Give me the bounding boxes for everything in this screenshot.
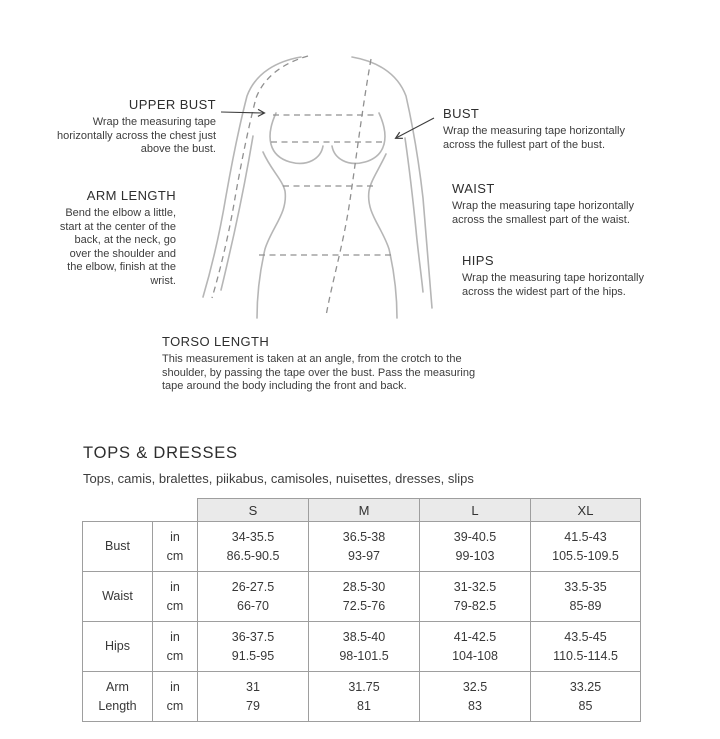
value-in: 31.75 — [348, 679, 380, 694]
table-row-bust — [83, 522, 641, 572]
unit-cm: cm — [166, 648, 184, 663]
size-chart-table — [82, 498, 641, 722]
value-cm: 79-82.5 — [453, 598, 497, 613]
waist-label — [452, 181, 652, 227]
value-cell — [309, 572, 420, 622]
value-cm: 72.5-76 — [342, 598, 386, 613]
size-chart-title: TOPS & DRESSES — [83, 444, 238, 462]
value-cm: 91.5-95 — [231, 648, 275, 663]
value-in: 38.5-40 — [342, 629, 386, 644]
size-header-row — [83, 499, 641, 522]
unit-in: in — [170, 529, 180, 544]
value-cell — [420, 672, 531, 722]
value-in: 41.5-43 — [564, 529, 607, 544]
value-cell — [198, 572, 309, 622]
value-in: 36-37.5 — [231, 629, 275, 644]
torso-length-line — [326, 59, 371, 316]
value-cell — [531, 522, 641, 572]
waist-desc: Wrap the measuring tape horizontally across the smallest part of the waist. — [452, 200, 635, 226]
value-cm: 104-108 — [452, 648, 498, 663]
value-cell — [420, 522, 531, 572]
unit-cell — [153, 572, 198, 622]
size-col-l: L — [420, 499, 531, 522]
value-cell — [198, 622, 309, 672]
bust-label — [443, 106, 643, 152]
upper-bust-desc: Wrap the measuring tape horizontally across the chest just above the bust. — [57, 116, 216, 155]
hips-title: HIPS — [462, 253, 494, 268]
row-label: Waist — [83, 572, 153, 622]
value-cm: 110.5-114.5 — [553, 648, 618, 663]
arm-length-label — [54, 188, 176, 288]
hips-desc: Wrap the measuring tape horizontally across the widest part of the hips. — [462, 272, 645, 298]
arm-length-line — [212, 56, 308, 298]
arm-length-desc: Bend the elbow a little, start at the center of the back, at the neck, go over the shoulder and the elbow, finish at the wrist. — [59, 207, 176, 287]
value-in: 32.5 — [462, 679, 488, 694]
value-cell — [198, 672, 309, 722]
measuring-lines — [212, 56, 393, 316]
upper-bust-label — [56, 97, 216, 157]
arm-length-title: ARM LENGTH — [86, 188, 176, 203]
value-cm: 83 — [468, 698, 482, 713]
value-in: 34-35.5 — [231, 529, 275, 544]
bust-arrow — [396, 118, 434, 138]
value-cm: 79 — [246, 698, 260, 713]
value-cell — [531, 622, 641, 672]
value-in: 28.5-30 — [342, 579, 386, 594]
table-row-hips — [83, 622, 641, 672]
row-label: Arm Length — [83, 672, 153, 722]
value-in: 43.5-45 — [564, 629, 607, 644]
table-row-arm-length — [83, 672, 641, 722]
unit-in: in — [170, 579, 180, 594]
value-cm: 86.5-90.5 — [226, 548, 280, 563]
unit-cm: cm — [166, 548, 184, 563]
right-breast-line — [332, 113, 385, 163]
row-label: Bust — [83, 522, 153, 572]
value-in: 33.5-35 — [564, 579, 607, 594]
upper-bust-arrow — [221, 112, 264, 113]
value-in: 31-32.5 — [453, 579, 497, 594]
value-cell — [198, 522, 309, 572]
waist-title: WAIST — [452, 181, 495, 196]
bust-desc: Wrap the measuring tape horizontally across the fullest part of the bust. — [443, 125, 626, 151]
value-in: 41-42.5 — [453, 629, 497, 644]
torso-length-desc: This measurement is taken at an angle, from the crotch to the shoulder, by passing the tape over the bust. Pass the measuring tape around the body including the front and back. — [162, 353, 476, 392]
value-cell — [531, 672, 641, 722]
value-cm: 85 — [578, 698, 593, 713]
unit-cell — [153, 522, 198, 572]
value-in: 39-40.5 — [453, 529, 497, 544]
torso-length-label — [162, 334, 492, 394]
unit-cm: cm — [166, 698, 184, 713]
torso-length-title: TORSO LENGTH — [162, 334, 270, 349]
unit-in: in — [170, 629, 180, 644]
value-cell — [420, 572, 531, 622]
unit-cell — [153, 672, 198, 722]
value-in: 33.25 — [569, 679, 602, 694]
value-cm: 93-97 — [348, 548, 380, 563]
value-cm: 85-89 — [569, 598, 602, 613]
value-in: 26-27.5 — [231, 579, 275, 594]
hips-label — [462, 253, 662, 299]
table-row-waist — [83, 572, 641, 622]
unit-cm: cm — [166, 598, 184, 613]
row-label: Hips — [83, 622, 153, 672]
value-cm: 105.5-109.5 — [552, 548, 619, 563]
value-cm: 98-101.5 — [339, 648, 389, 663]
value-cm: 99-103 — [455, 548, 495, 563]
unit-in: in — [170, 679, 180, 694]
value-cm: 66-70 — [237, 598, 269, 613]
size-col-xl: XL — [531, 499, 641, 522]
value-cm: 81 — [357, 698, 371, 713]
size-chart-subtitle: Tops, camis, bralettes, piikabus, camisoles, nuisettes, dresses, slips — [83, 471, 474, 486]
size-col-s: S — [198, 499, 309, 522]
corner-cell — [83, 499, 198, 522]
unit-cell — [153, 622, 198, 672]
value-cell — [309, 522, 420, 572]
left-breast-line — [270, 113, 323, 163]
upper-bust-title: UPPER BUST — [128, 97, 216, 112]
value-cell — [420, 622, 531, 672]
size-col-m: M — [309, 499, 420, 522]
value-in: 36.5-38 — [342, 529, 386, 544]
value-cell — [309, 672, 420, 722]
value-cell — [531, 572, 641, 622]
value-in: 31 — [246, 679, 260, 694]
bust-title: BUST — [443, 106, 480, 121]
value-cell — [309, 622, 420, 672]
